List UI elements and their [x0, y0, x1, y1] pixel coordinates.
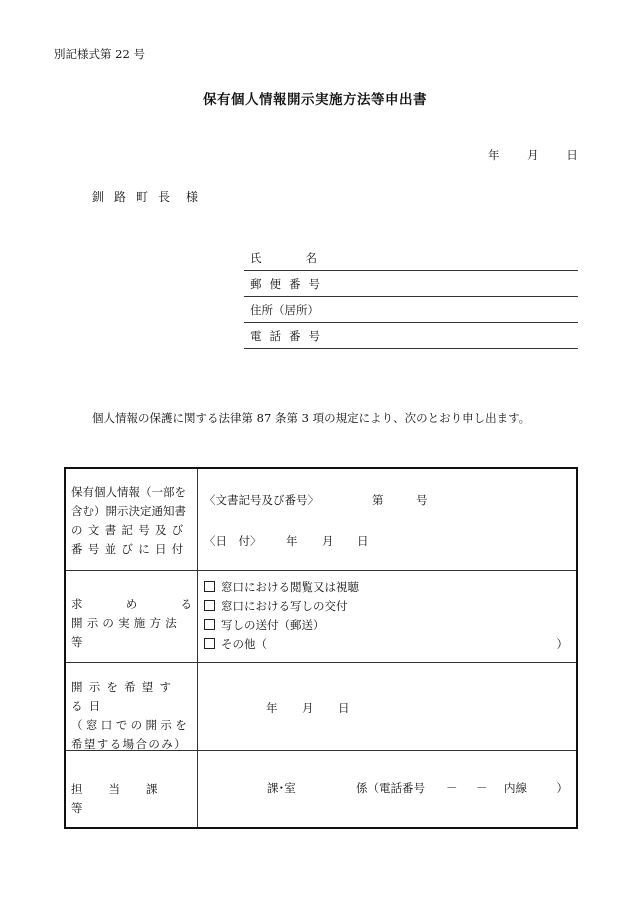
- checkbox[interactable]: [204, 638, 215, 649]
- desired-date-label-line: 希望する場合のみ）: [71, 737, 188, 751]
- applicant-postal-label: 郵便番号: [250, 277, 328, 291]
- applicant-name-row[interactable]: [244, 245, 578, 271]
- applicant-name-label: 氏名: [250, 251, 361, 265]
- applicant-postal-row[interactable]: [244, 271, 578, 297]
- table-row-department: [66, 750, 576, 829]
- department-close: ）: [556, 781, 568, 795]
- option-other-label: その他（: [221, 637, 267, 651]
- method-label-char: め: [125, 597, 138, 611]
- notice-date-day: 日: [357, 534, 369, 548]
- doc-number-label: 〈文書記号及び番号〉: [204, 493, 319, 507]
- addressee-suffix: 様: [186, 190, 199, 204]
- desired-date-label: [71, 678, 192, 754]
- desired-date-day: 日: [338, 701, 350, 715]
- date-day-label: 日: [566, 148, 578, 162]
- option-view-label: 窓口における閲覧又は視聴: [221, 580, 359, 594]
- checkbox[interactable]: [204, 581, 215, 592]
- checkbox[interactable]: [204, 619, 215, 630]
- doc-number-field[interactable]: [204, 492, 568, 508]
- table-row-desired-date: [66, 662, 576, 751]
- extension-label: 内線: [504, 781, 527, 795]
- method-label-char: 求: [71, 597, 83, 611]
- option-other-close: ）: [556, 637, 568, 651]
- option-copy-window-label: 窓口における写しの交付: [221, 599, 348, 613]
- applicant-phone-row[interactable]: [244, 323, 578, 349]
- applicant-address-label: 住所（居所）: [250, 303, 319, 317]
- notice-label-line: 番号並びに日付: [71, 542, 189, 556]
- desired-date-label-line: 開示を希望する日: [71, 680, 178, 713]
- intro-text: 個人情報の保護に関する法律第 87 条第 3 項の規定により、次のとおり申し出ます。: [92, 411, 531, 425]
- department-label: 担当課等: [71, 782, 184, 815]
- method-options: [204, 579, 568, 659]
- notice-label-line: の文書記号及び: [71, 523, 189, 537]
- desired-date-year: 年: [266, 701, 278, 715]
- notice-date-field[interactable]: [204, 533, 568, 549]
- notice-label: [71, 483, 192, 559]
- option-mail[interactable]: [204, 617, 325, 633]
- phone-dash-2: －: [476, 781, 488, 795]
- option-mail-label: 写しの送付（郵送）: [221, 618, 325, 632]
- table-row-notice: [66, 469, 576, 571]
- applicant-address-row[interactable]: [244, 297, 578, 323]
- notice-date-label: 〈日 付〉: [204, 534, 262, 548]
- doc-number-dai: 第: [372, 493, 384, 507]
- method-label: [71, 595, 192, 652]
- desired-date-label-line: （窓口での開示を: [71, 718, 191, 732]
- department-kakari: 係（電話番号: [356, 781, 425, 795]
- notice-label-line: 含む）開示決定通知書: [71, 504, 186, 518]
- submission-date: [488, 147, 578, 163]
- option-view[interactable]: [204, 579, 359, 595]
- notice-date-year: 年: [286, 534, 298, 548]
- request-table: [64, 467, 578, 829]
- table-row-method: [66, 570, 576, 663]
- phone-dash-1: －: [446, 781, 458, 795]
- option-copy-window[interactable]: [204, 598, 348, 614]
- notice-date-month: 月: [322, 534, 334, 548]
- applicant-phone-label: 電話番号: [250, 329, 328, 343]
- desired-date-month: 月: [302, 701, 314, 715]
- form-number: 別記様式第 22 号: [54, 47, 145, 61]
- checkbox[interactable]: [204, 600, 215, 611]
- date-year-label: 年: [488, 148, 500, 162]
- page-title: 保有個人情報開示実施方法等申出書: [203, 92, 427, 108]
- method-label-char: る: [180, 597, 192, 611]
- applicant-info: [244, 245, 578, 349]
- department-ka: 課･室: [267, 781, 296, 795]
- method-label-line: 開示の実施方法等: [71, 616, 181, 649]
- doc-number-go: 号: [416, 493, 428, 507]
- addressee: [92, 188, 198, 205]
- addressee-name: 釧路町長: [92, 190, 181, 204]
- date-month-label: 月: [527, 148, 539, 162]
- option-other[interactable]: [204, 636, 267, 652]
- notice-label-line: 保有個人情報（一部を: [71, 485, 186, 499]
